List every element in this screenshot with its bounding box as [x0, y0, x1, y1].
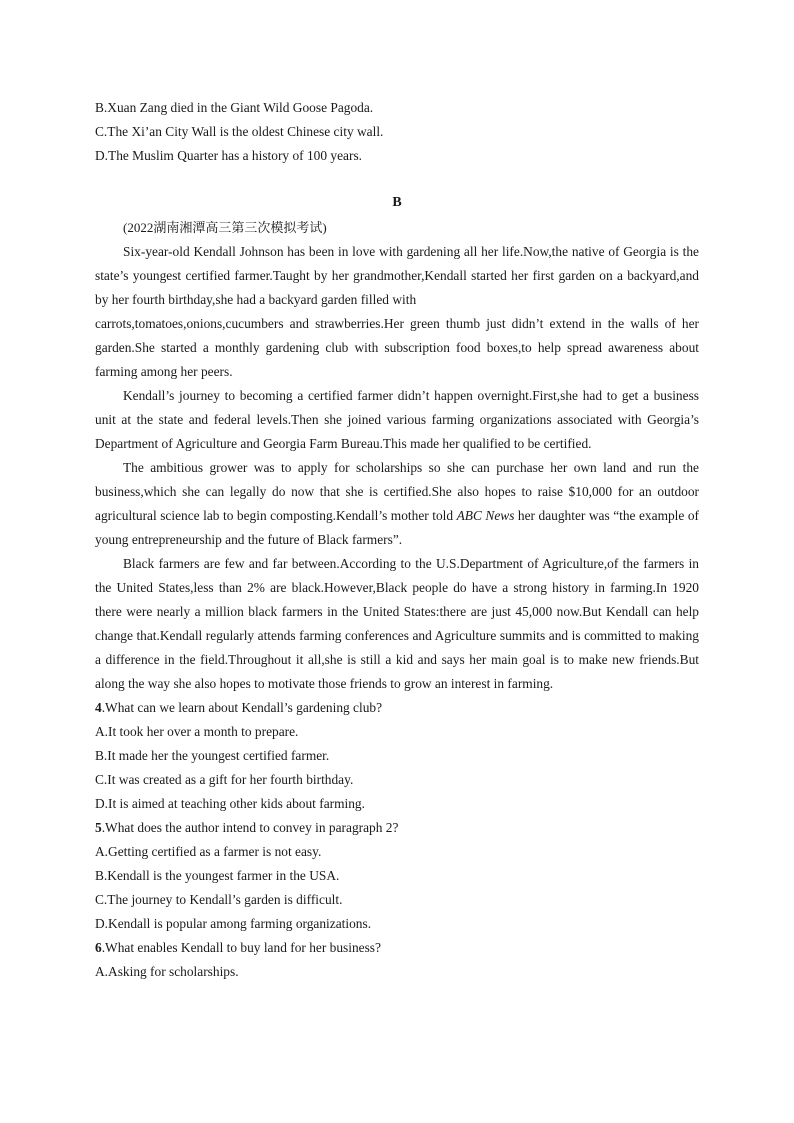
paragraph-3-text-a: The ambitious grower was to apply for scholarships so she can purchase her own land and run the business,which she can legally do now that she is certified.She also hopes to raise $10,000 for an outdoor agricultural science lab to begin composting.Kendall’s mother told: [95, 460, 699, 523]
paragraph-2: Kendall’s journey to becoming a certified farmer didn’t happen overnight.First,she had to get a business unit at the state and federal levels.Then she joined various farming organizations associated with Georgia’s Department of Agriculture and Georgia Farm Bureau.This made her qualified to be certified.: [95, 388, 699, 451]
option-a: A.It took her over a month to prepare.: [95, 724, 299, 739]
question-number: 4: [95, 700, 102, 715]
source-note: (2022湖南湘潭高三第三次模拟考试): [123, 220, 327, 235]
paragraph-1: Six-year-old Kendall Johnson has been in love with gardening all her life.Now,the native of Georgia is the state’s youngest certified farmer.Taught by her grandmother,Kendall started her first garden on a backyard,and by her fourth birthday,she had a backyard garden filled with: [95, 244, 699, 307]
prev-option-d: D.The Muslim Quarter has a history of 100 years.: [95, 148, 363, 163]
prev-option-b: B.Xuan Zang died in the Giant Wild Goose Pagoda.: [95, 100, 374, 115]
question-6: [95, 936, 699, 984]
question-number: 6: [95, 940, 102, 955]
question-5: [95, 816, 699, 936]
prev-option-c: C.The Xi’an City Wall is the oldest Chinese city wall.: [95, 124, 384, 139]
question-stem: [95, 696, 699, 720]
paragraph-1-continued: carrots,tomatoes,onions,cucumbers and strawberries.Her green thumb just didn’t extend in the walls of her garden.She started a monthly gardening club with subscription food boxes,to help spread awareness about farming among her peers.: [95, 316, 699, 379]
paragraph-3-text-b: her daughter was “the example of young entrepreneurship and the future of Black farmers”.: [95, 508, 700, 547]
question-number: 5: [95, 820, 102, 835]
option-a: A.Getting certified as a farmer is not easy.: [95, 844, 322, 859]
question-text: .What enables Kendall to buy land for her business?: [101, 940, 381, 955]
question-stem: [95, 816, 699, 840]
option-b: B.It made her the youngest certified farmer.: [95, 748, 330, 763]
option-a: A.Asking for scholarships.: [95, 964, 239, 979]
option-c: C.It was created as a gift for her fourth birthday.: [95, 772, 354, 787]
option-d: D.Kendall is popular among farming organizations.: [95, 916, 372, 931]
question-text: .What does the author intend to convey in paragraph 2?: [101, 820, 399, 835]
document-page: [95, 96, 699, 984]
option-d: D.It is aimed at teaching other kids about farming.: [95, 796, 365, 811]
option-b: B.Kendall is the youngest farmer in the USA.: [95, 868, 340, 883]
paragraph-4: Black farmers are few and far between.According to the U.S.Department of Agriculture,of the farmers in the United States,less than 2% are black.However,Black people do have a strong history in farming.In 1920 there were nearly a million black farmers in the United States:there are just 45,000 now.But Kendall can help change that.Kendall regularly attends farming conferences and Agriculture summits and is committed to making a difference in the field.Throughout it all,she is still a kid and says her main goal is to make new friends.But along the way she also hopes to motivate those friends to grow an interest in farming.: [95, 556, 699, 691]
paragraph-3: [95, 456, 699, 552]
option-c: C.The journey to Kendall’s garden is difficult.: [95, 892, 343, 907]
news-source: ABC News: [456, 508, 515, 523]
section-title: B: [392, 195, 402, 210]
question-4: [95, 696, 699, 816]
question-stem: [95, 936, 699, 960]
question-text: .What can we learn about Kendall’s gardening club?: [101, 700, 383, 715]
